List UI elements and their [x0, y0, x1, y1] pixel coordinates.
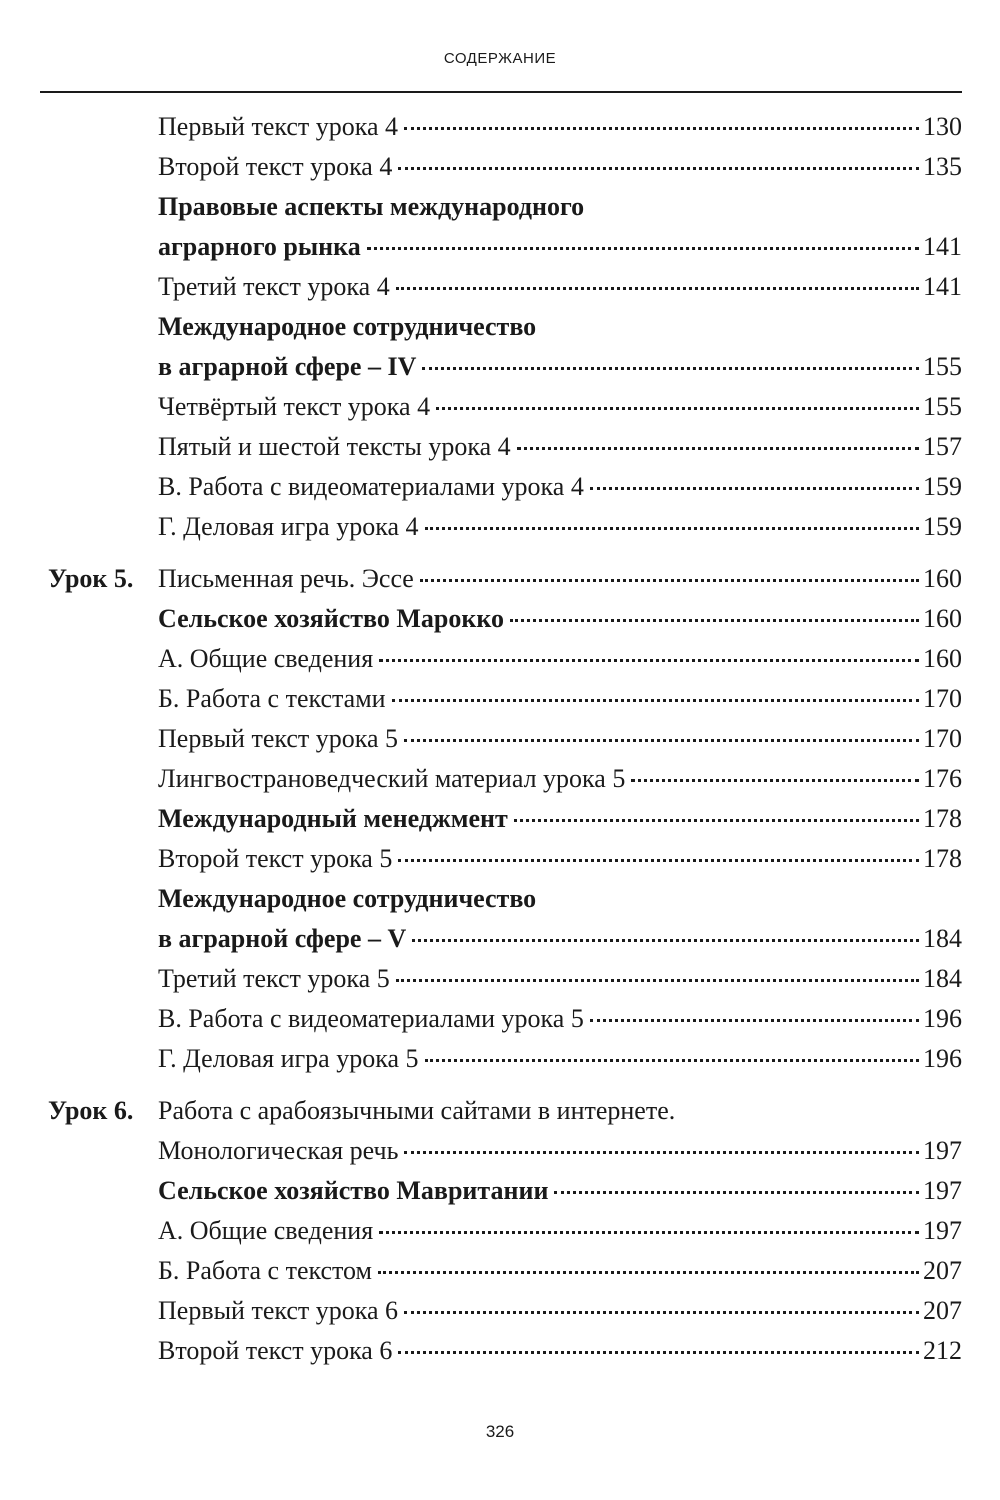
toc-entry-line	[158, 719, 962, 759]
toc-entry-line	[158, 839, 962, 879]
toc-entry-title: А. Общие сведения	[158, 644, 374, 673]
toc-entry	[0, 879, 1000, 959]
toc-entry-title: Третий текст урока 4	[158, 272, 390, 301]
toc-entry-title: Первый текст урока 5	[158, 724, 399, 753]
toc-page-number: 197	[923, 1176, 962, 1205]
toc-entry	[0, 1331, 1000, 1371]
toc-entry	[0, 467, 1000, 507]
toc-entry	[0, 387, 1000, 427]
dot-leader	[590, 487, 919, 490]
dot-leader	[404, 127, 919, 130]
toc-entry	[0, 1039, 1000, 1079]
toc-entry-title: в аграрной сфере – V	[158, 924, 407, 953]
toc-page-number: 178	[923, 844, 962, 873]
toc-page-number: 130	[923, 112, 962, 141]
toc-page-number: 160	[923, 644, 962, 673]
toc-entry-title: Сельское хозяйство Мавритании	[158, 1176, 549, 1205]
toc-entry-line	[158, 1039, 962, 1079]
toc-entry	[0, 799, 1000, 839]
toc-entry-title: аграрного рынка	[158, 232, 361, 261]
toc-page-number: 160	[923, 604, 962, 633]
toc-entry-title: Б. Работа с текстом	[158, 1256, 372, 1285]
toc-entry-title: Третий текст урока 5	[158, 964, 390, 993]
dot-leader	[396, 979, 919, 982]
toc-entry	[0, 679, 1000, 719]
toc-entry	[0, 147, 1000, 187]
toc-page-number: 157	[923, 432, 962, 461]
dot-leader	[514, 819, 919, 822]
toc-entry-line	[158, 1171, 962, 1211]
toc-entry-line	[158, 559, 962, 599]
toc-entry	[0, 267, 1000, 307]
toc-page-number: 155	[923, 352, 962, 381]
dot-leader	[631, 779, 919, 782]
toc-entry-line	[158, 147, 962, 187]
toc-entry-title: в аграрной сфере – IV	[158, 352, 417, 381]
toc-entry-title: Лингвострановедческий материал урока 5	[158, 764, 626, 793]
toc-entry-title: Первый текст урока 6	[158, 1296, 399, 1325]
dot-leader	[420, 579, 919, 582]
toc-entry-line	[158, 1251, 962, 1291]
toc-page-number: 196	[923, 1004, 962, 1033]
toc-entry-line	[158, 387, 962, 427]
dot-leader	[404, 1151, 919, 1154]
toc-page-number: 135	[923, 152, 962, 181]
toc-entry-line	[158, 1211, 962, 1251]
dot-leader	[379, 659, 919, 662]
toc-entry-title: Второй текст урока 5	[158, 844, 393, 873]
toc-page-number: 170	[923, 684, 962, 713]
lesson-entry	[0, 559, 1000, 599]
toc-entry-line	[158, 347, 962, 387]
toc-entry-title: В. Работа с видеоматериалами урока 4	[158, 472, 584, 501]
dot-leader	[398, 167, 919, 170]
toc-entry	[0, 759, 1000, 799]
toc-entry-line	[158, 427, 962, 467]
dot-leader	[379, 1231, 919, 1234]
toc-entry	[0, 1291, 1000, 1331]
toc-entry	[0, 187, 1000, 267]
dot-leader	[404, 739, 919, 742]
toc-entry-title: Второй текст урока 6	[158, 1336, 393, 1365]
toc-page-number: 141	[923, 232, 962, 261]
header-rule	[40, 91, 962, 93]
dot-leader	[590, 1019, 919, 1022]
lesson-label: Урок 5.	[48, 564, 134, 593]
toc-entry-line	[158, 267, 962, 307]
toc-entry	[0, 427, 1000, 467]
toc-entry	[0, 1211, 1000, 1251]
toc-entry-title: Второй текст урока 4	[158, 152, 393, 181]
toc-page-number: 207	[923, 1256, 962, 1285]
toc-entry-title: Г. Деловая игра урока 5	[158, 1044, 419, 1073]
toc-entry-title-line: Работа с арабоязычными сайтами в интернете.	[158, 1096, 676, 1125]
toc-entry-title-line: Международное сотрудничество	[158, 312, 537, 341]
toc-entry-title: В. Работа с видеоматериалами урока 5	[158, 1004, 584, 1033]
toc-entry-title: Сельское хозяйство Марокко	[158, 604, 504, 633]
toc-entry-line	[158, 679, 962, 719]
toc-entry-title: Пятый и шестой тексты урока 4	[158, 432, 511, 461]
toc-entry-title: Первый текст урока 4	[158, 112, 399, 141]
dot-leader	[422, 367, 919, 370]
toc-entry-title: Письменная речь. Эссе	[158, 564, 414, 593]
toc-entry-line	[158, 999, 962, 1039]
dot-leader	[436, 407, 919, 410]
toc-entry-line	[158, 467, 962, 507]
toc-page-number: 197	[923, 1136, 962, 1165]
table-of-contents	[0, 107, 1000, 1371]
toc-entry-title: Четвёртый текст урока 4	[158, 392, 431, 421]
toc-entry	[0, 959, 1000, 999]
toc-entry-line	[158, 507, 962, 547]
toc-page-number: 184	[923, 964, 962, 993]
toc-entry-line	[158, 1331, 962, 1371]
toc-entry	[0, 839, 1000, 879]
lesson-entry	[0, 1091, 1000, 1171]
toc-entry-line	[158, 639, 962, 679]
toc-entry-line	[158, 1291, 962, 1331]
toc-entry-line	[158, 599, 962, 639]
dot-leader	[510, 619, 919, 622]
toc-entry	[0, 107, 1000, 147]
toc-page-number: 159	[923, 512, 962, 541]
running-header: СОДЕРЖАНИЕ	[443, 50, 557, 67]
toc-page-number: 196	[923, 1044, 962, 1073]
toc-entry-line	[158, 799, 962, 839]
dot-leader	[396, 287, 919, 290]
dot-leader	[554, 1191, 919, 1194]
toc-entry	[0, 719, 1000, 759]
toc-entry	[0, 639, 1000, 679]
dot-leader	[398, 859, 919, 862]
toc-entry	[0, 599, 1000, 639]
toc-page-number: 176	[923, 764, 962, 793]
toc-entry-title: Монологическая речь	[158, 1136, 399, 1165]
dot-leader	[378, 1271, 919, 1274]
toc-page-number: 178	[923, 804, 962, 833]
toc-page-number: 184	[923, 924, 962, 953]
toc-page-number: 207	[923, 1296, 962, 1325]
toc-page-number: 170	[923, 724, 962, 753]
toc-entry	[0, 1251, 1000, 1291]
toc-entry-line	[158, 759, 962, 799]
toc-page-number: 155	[923, 392, 962, 421]
toc-entry-title: А. Общие сведения	[158, 1216, 374, 1245]
dot-leader	[425, 1059, 920, 1062]
toc-page-number: 160	[923, 564, 962, 593]
toc-entry-line	[158, 107, 962, 147]
toc-entry	[0, 307, 1000, 387]
toc-entry-line	[158, 959, 962, 999]
page-number: 326	[485, 1422, 515, 1441]
dot-leader	[412, 939, 919, 942]
toc-entry-title-line: Международное сотрудничество	[158, 884, 537, 913]
toc-page-number: 159	[923, 472, 962, 501]
toc-page-number: 197	[923, 1216, 962, 1245]
toc-entry-title: Г. Деловая игра урока 4	[158, 512, 419, 541]
toc-entry-title: Б. Работа с текстами	[158, 684, 386, 713]
toc-entry-title: Международный менеджмент	[158, 804, 508, 833]
toc-entry-line	[158, 919, 962, 959]
dot-leader	[367, 247, 919, 250]
toc-page-number: 141	[923, 272, 962, 301]
toc-entry	[0, 507, 1000, 547]
dot-leader	[392, 699, 919, 702]
toc-page-number: 212	[923, 1336, 962, 1365]
dot-leader	[517, 447, 919, 450]
toc-entry	[0, 999, 1000, 1039]
toc-entry-line	[158, 227, 962, 267]
dot-leader	[398, 1351, 919, 1354]
toc-entry-title-line: Правовые аспекты международного	[158, 192, 585, 221]
toc-entry	[0, 1171, 1000, 1211]
toc-entry-line	[158, 1131, 962, 1171]
dot-leader	[425, 527, 920, 530]
dot-leader	[404, 1311, 919, 1314]
lesson-label: Урок 6.	[48, 1096, 134, 1125]
